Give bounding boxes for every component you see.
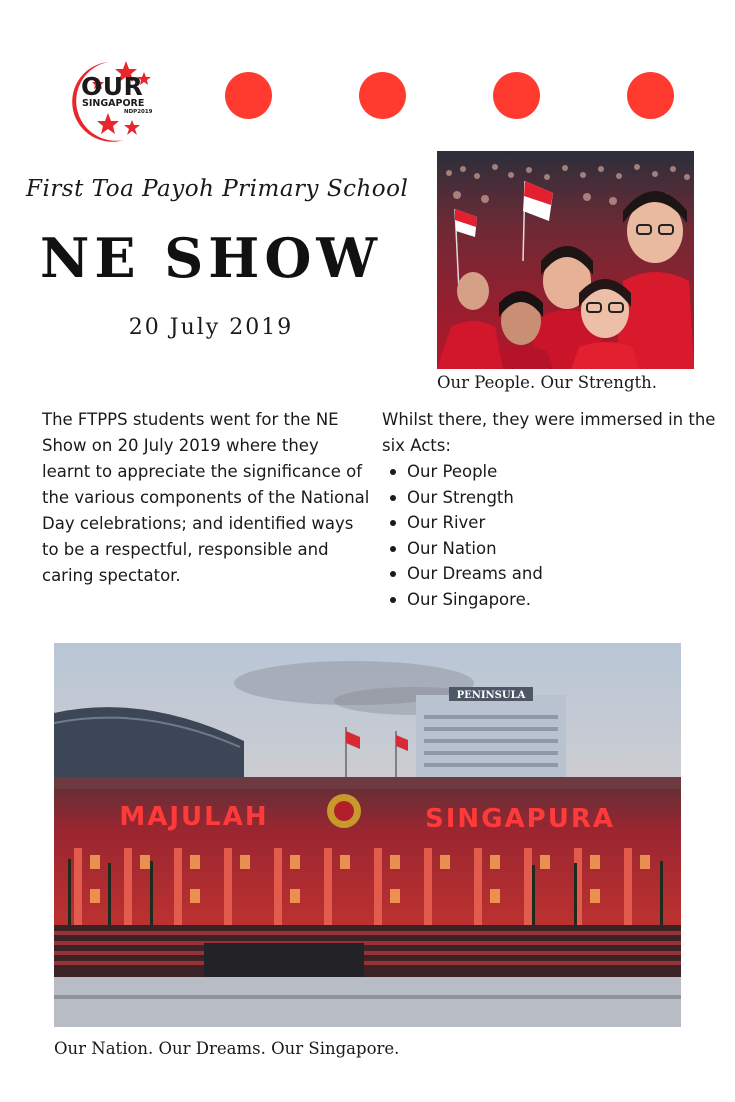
singapura-sign: SINGAPURA (425, 804, 615, 834)
logo-text-singapore: SINGAPORE (82, 98, 145, 109)
list-item: Our Dreams and (382, 561, 543, 587)
acts-intro: Whilst there, they were immersed in the six Acts: (382, 410, 716, 455)
list-item: Our Singapore. (382, 587, 543, 613)
decor-dot-1 (225, 72, 272, 119)
list-item: Our Nation (382, 536, 543, 562)
building-photo-caption: Our Nation. Our Dreams. Our Singapore. (54, 1039, 400, 1058)
crowd-photo (437, 151, 694, 369)
list-item: Our River (382, 510, 543, 536)
majulah-sign: MAJULAH (119, 802, 269, 832)
decor-dot-4 (627, 72, 674, 119)
acts-list (382, 459, 543, 613)
intro-paragraph: The FTPPS students went for the NE Show on 20 July 2019 where they learnt to appreciate the significance of the various components of the National Day celebrations; and identified ways to be a respectful, responsible and caring spectator. (42, 410, 370, 585)
hotel-sign: PENINSULA (456, 690, 526, 701)
logo-text-ndp: NDP2019 (124, 109, 153, 115)
ndp-logo (64, 58, 166, 144)
school-name: First Toa Payoh Primary School (26, 176, 409, 202)
decor-dot-2 (359, 72, 406, 119)
building-photo (54, 643, 681, 1027)
list-item: Our Strength (382, 485, 543, 511)
event-date: 20 July 2019 (128, 315, 294, 340)
decor-dot-3 (493, 72, 540, 119)
list-item: Our People (382, 459, 543, 485)
page-title: NE SHOW (39, 226, 383, 290)
logo-text-our: OUR (81, 72, 144, 101)
crowd-photo-caption: Our People. Our Strength. (437, 373, 658, 392)
